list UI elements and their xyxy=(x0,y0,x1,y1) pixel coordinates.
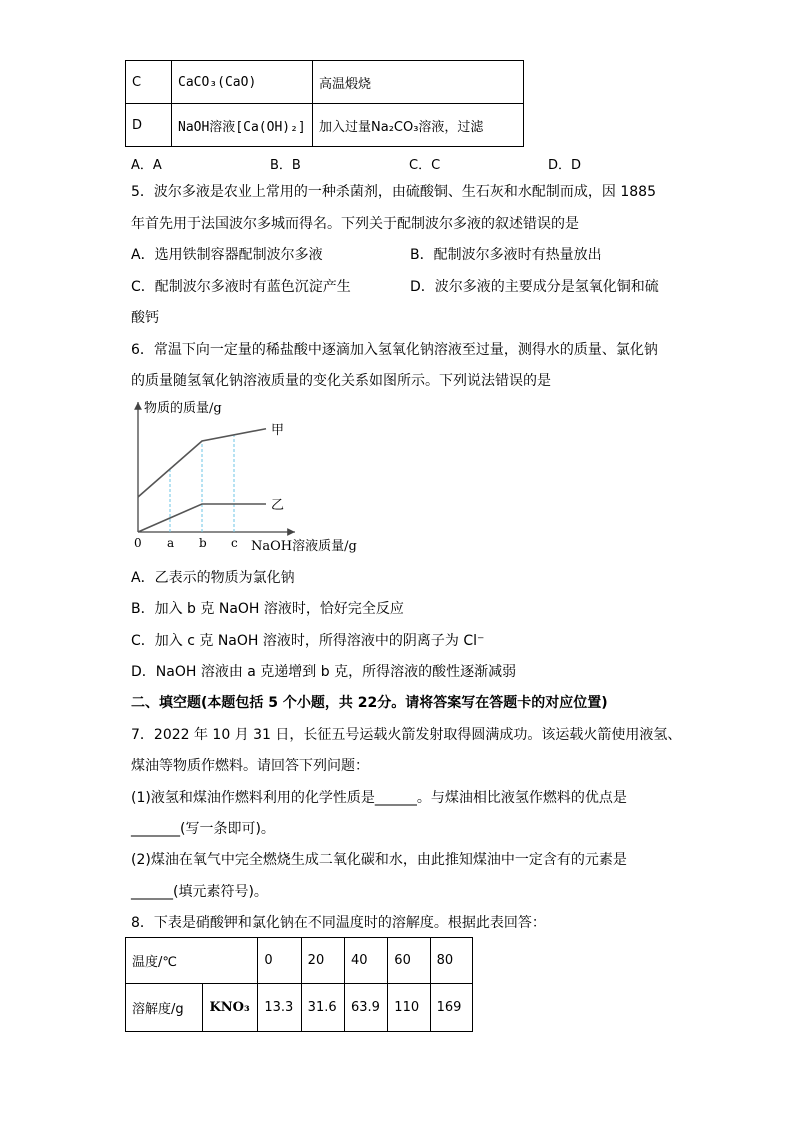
temp-cell: 20 xyxy=(301,938,344,984)
q6-stem-line1: 6．常温下向一定量的稀盐酸中逐滴加入氢氧化钠溶液至过量，测得水的质量、氯化钠 xyxy=(131,342,658,358)
q4-option-c: C．C xyxy=(409,158,441,173)
q5-option-b: B．配制波尔多液时有热量放出 xyxy=(410,247,602,263)
q4-option-d: D．D xyxy=(548,158,582,173)
value-cell: 31.6 xyxy=(301,984,344,1032)
substance-label: KNO₃ xyxy=(203,984,258,1032)
section-heading: 二、填空题(本题包括 5 个小题，共 22分。请将答案写在答题卡的对应位置) xyxy=(131,695,608,711)
q7-part2-line1: (2)煤油在氧气中完全燃烧生成二氧化碳和水，由此推知煤油中一定含有的元素是 xyxy=(131,852,627,868)
x-tick-label-b: b xyxy=(199,536,207,550)
q7-stem-line2: 煤油等物质作燃料。请回答下列问题： xyxy=(131,758,369,774)
q7-part2-line2: ______(填元素符号)。 xyxy=(131,884,268,900)
temp-cell: 80 xyxy=(430,938,472,984)
q6-option-d: D．NaOH 溶液由 a 克递增到 b 克，所得溶液的酸性逐渐减弱 xyxy=(131,664,517,680)
row-letter: D xyxy=(126,104,172,147)
q5-stem-line2: 年首先用于法国波尔多城而得名。下列关于配制波尔多液的叙述错误的是 xyxy=(131,216,579,232)
row-method: 高温煅烧 xyxy=(313,61,524,104)
q5-option-d: D．波尔多液的主要成分是氢氧化铜和硫 xyxy=(410,279,659,295)
row-substance: CaCO₃(CaO) xyxy=(172,61,313,104)
value-cell: 169 xyxy=(430,984,472,1032)
x-tick-label-c: c xyxy=(231,536,238,550)
q6-option-b: B．加入 b 克 NaOH 溶液时，恰好完全反应 xyxy=(131,601,404,617)
q4-option-b: B．B xyxy=(270,158,301,173)
q5-option-a: A．选用铁制容器配制波尔多液 xyxy=(131,247,323,263)
origin-label: 0 xyxy=(134,536,142,550)
row-letter: C xyxy=(126,61,172,104)
solubility-header: 溶解度/g xyxy=(126,984,203,1032)
q7-stem-line1: 7．2022 年 10 月 31 日，长征五号运载火箭发射取得圆满成功。该运载火箭使用液氢、 xyxy=(131,727,682,743)
series-label-jia: 甲 xyxy=(271,422,285,438)
q5-option-c: C．配制波尔多液时有蓝色沉淀产生 xyxy=(131,279,351,295)
series-label-yi: 乙 xyxy=(271,498,285,513)
q5-stem-line1: 5．波尔多液是农业上常用的一种杀菌剂，由硫酸铜、生石灰和水配制而成，因 1885 xyxy=(131,184,656,200)
value-cell: 13.3 xyxy=(258,984,301,1032)
x-tick-label-a: a xyxy=(167,536,175,550)
q6-option-c: C．加入 c 克 NaOH 溶液时，所得溶液中的阴离子为 Cl⁻ xyxy=(131,633,485,649)
purification-table xyxy=(125,60,524,147)
temp-header: 温度/℃ xyxy=(126,938,258,984)
temp-cell: 60 xyxy=(388,938,430,984)
solubility-table xyxy=(125,937,473,1032)
series-line-yi xyxy=(138,504,266,532)
row-method: 加入过量Na₂CO₃溶液，过滤 xyxy=(313,104,524,147)
x-axis-label: NaOH溶液质量/g xyxy=(251,539,357,554)
q6-option-a: A．乙表示的物质为氯化钠 xyxy=(131,570,295,586)
q7-part1-line1: (1)液氢和煤油作燃料利用的化学性质是______。与煤油相比液氢作燃料的优点是 xyxy=(131,790,627,806)
y-axis-label: 物质的质量/g xyxy=(144,401,222,416)
temp-cell: 40 xyxy=(344,938,387,984)
value-cell: 63.9 xyxy=(344,984,387,1032)
temp-cell: 0 xyxy=(258,938,301,984)
row-substance: NaOH溶液[Ca(OH)₂] xyxy=(172,104,313,147)
value-cell: 110 xyxy=(388,984,430,1032)
mass-vs-naoh-chart xyxy=(125,396,375,560)
q7-part1-line2: _______(写一条即可)。 xyxy=(131,821,275,837)
q6-stem-line2: 的质量随氢氧化钠溶液质量的变化关系如图所示。下列说法错误的是 xyxy=(131,373,551,389)
q8-stem: 8．下表是硝酸钾和氯化钠在不同温度时的溶解度。根据此表回答： xyxy=(131,915,546,931)
q5-option-d-continued: 酸钙 xyxy=(131,310,159,326)
q4-option-a: A．A xyxy=(131,158,162,173)
